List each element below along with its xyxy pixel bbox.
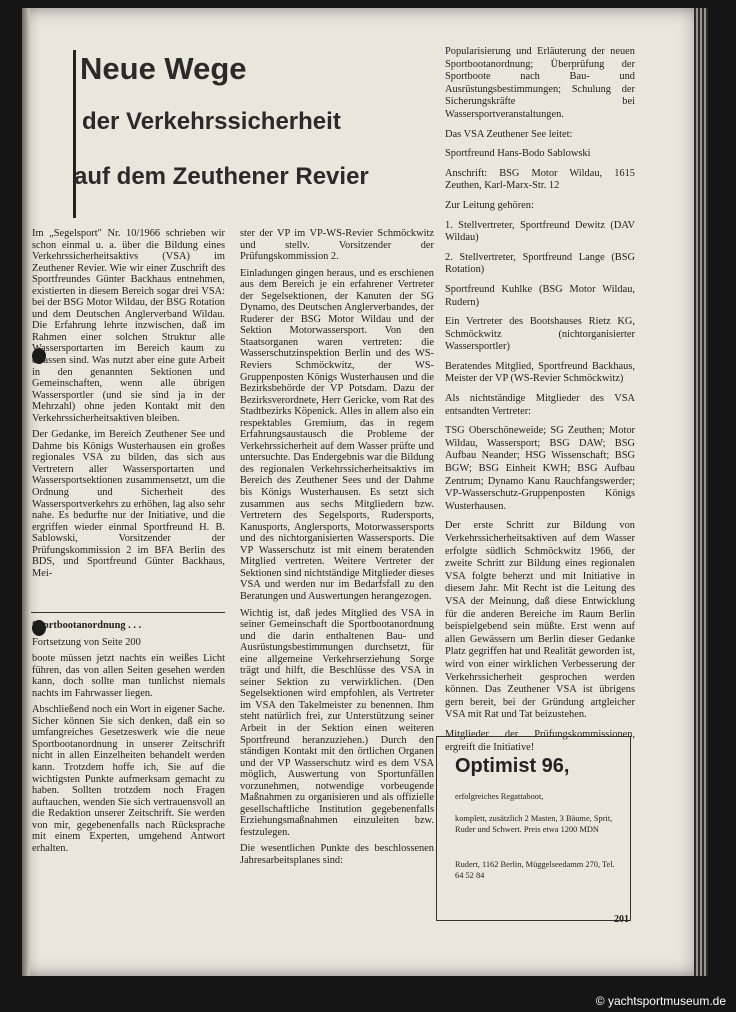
paragraph: Als nichtständige Mitglieder des VSA entsandten Vertreter: xyxy=(445,393,635,417)
article-column-1 xyxy=(32,228,225,584)
paragraph: Zur Leitung gehören: xyxy=(445,199,534,211)
page-edges xyxy=(694,8,708,976)
continuation-from: Fortsetzung von Seite 200 xyxy=(32,636,141,648)
magazine-page xyxy=(22,8,708,976)
paragraph: Sportfreund Kuhlke (BSG Motor Wildau, Rudern) xyxy=(445,283,635,308)
continuation-heading: Sportbootanordnung . . . xyxy=(32,620,142,631)
paragraph: Wichtig ist, daß jedes Mitglied des VSA in seiner Gemeinschaft die Sportbootanordnung und die darin enthaltenen Bau- und Ausrüstungsbestimmungen durchsetzt, für eine allgemeine Verkehrserziehung Sorge trägt und hilft, die Beschlüsse des VSA in seiner Sektion zu verwirklichen. (Den Segelsektionen wird empfohlen, als Vertreter im VSA den Takelmeister zu benennen. Ihm steht natürlich frei, zur Unterstützung seiner Arbeit in der Sektion einen weiteren Sportfreund heranzuziehen.) Durch den ständigen Kontakt mit den örtlichen Organen und der VP Wasserschutz wird es dem VSA möglich, Auswertung von Sportunfällen vorzunehmen, notwendige vorbeugende Maßnahmen zu organisieren und als offizielle gesellschaftliche Institution gegebenenfalls Erziehungsmaßnahmen einzuleiten bzw. festzulegen. xyxy=(240,607,434,838)
article-column-3 xyxy=(445,46,635,761)
paragraph: Anschrift: BSG Motor Wildau, 1615 Zeuthen, Karl-Marx-Str. 12 xyxy=(445,167,635,192)
paragraph: Abschließend noch ein Wort in eigener Sache. Sicher können Sie sich denken, daß ein so umfangreiches Gesetzeswerk wie die neue Sportbootanordnung in unserer Zeitschrift nicht in allen Einzelheiten behandelt werden kann. Trotzdem hoffe ich, Sie auf die wichtigsten Punkte aufmerksam gemacht zu haben. Sollten trotzdem noch Fragen auftauchen, wenden Sie sich vertrauensvoll an die Redaktion unserer Zeitschrift. Sie werden von mir, gegebenenfalls nach Rücksprache mit einem Experten, umgehend Antwort erhalten. xyxy=(32,704,225,854)
paragraph: Im „Segelsport" Nr. 10/1966 schrieben wir schon einmal u. a. über die Bildung eines Verkehrssicherheitsaktivs (VSA) im Zeuthener Revier. Wie wir einer Zuschrift des Sportfreundes Günter Backhaus entnehmen, existierten in diesem Bereich sogar drei VSA: bei der BSG Motor Wildau, der BSG Rotation und dem Deutschen Anglerverband Wildau. Die Erfahrung lehrte inzwischen, daß im Rahmen einer solchen Struktur alle Wassersportarten im Bereich kaum zu erfassen sind. Was nutzt aber eine gute Arbeit in den genannten Sektionen und Gemeinschaften, wenn alle übrigen Wassersportler (und sie sind ja in der Mehrzahl) ohne jeden Kontakt mit den Verkehrssicherheitsaktiven bleiben. xyxy=(32,228,225,424)
title-line-3: auf dem Zeuthener Revier xyxy=(74,163,369,190)
paragraph: 2. Stellvertreter, Sportfreund Lange (BSG Rotation) xyxy=(445,251,635,276)
watermark-credit: © yachtsportmuseum.de xyxy=(595,994,726,1008)
paragraph: Der erste Schritt zur Bildung von Verkehrssicherheitsaktiven auf dem Wasser erfolgte südlich Schmöckwitz 1966, der zweite Schritt zur Bildung eines regionalen VSA folgte beherzt und mit Initiative in diesem Jahr. Mit Recht ist die Leitung des VSA der Meinung, daß diese Entwicklung für die anderen Bereiche im Raum Berlin beispielgebend sein müßte. Erst wenn auf allen Gewässern um Berlin dieser Gedanke Platz gegriffen hat und Realität geworden ist, wird von einer wirklichen Verbesserung der Verkehrssicherheit gesprochen werden können. Das Zeuthener VSA ist übrigens gern bereit, bei der Gründung artgleicher VSA mit Rat und Tat beizustehen. xyxy=(445,520,635,721)
title-line-1: Neue Wege xyxy=(80,51,247,86)
title-rule xyxy=(73,50,76,218)
paragraph: Einladungen gingen heraus, und es erschienen aus dem Bereich je ein erfahrener Vertreter der Segelsektionen, der Kanuten der SG Dynamo, des Deutschen Anglerverbandes, der Ruderer der BSG Motor Wildau und der Sektion Motorwassersport. Von den Staatsorganen waren vertreten: die Wasserschutzinspektion Berlin und des WS-Reviers Schmöckwitz, der WS-Gruppenposten Königs Wusterhausen und die Bezirksbehörde der VP Potsdam. Dazu der Bezirksverordnete, Herr Gericke, vom Rat des Stadtbezirks Köpenick. Alles in allem also ein respektables Gremium, das in regem Erfahrungsaustausch die Probleme der Verkehrssicherheit auf dem Wasser prüfte und untersuchte. Das Endergebnis war die Bildung des regionalen Verkehrssicherheitsaktivs im Bereich des Zeuthener Sees und der Dahme bis Königs Wusterhausen. Es setzt sich zusammen aus sechs Mitgliedern bzw. Vertretern des Segelsports, Rudersports, Kanusports, Anglersports, Motorwassersports und des nichtorganisierten Wassersports. Die VP Wasserschutz ist mit einem beratenden Mitglied vertreten. Weitere Vertreter der Sektionen sind nichtständige Mitglieder dieses VSA und werden nur im Bedarfsfall zu den Beratungen und Auswertungen herangezogen. xyxy=(240,267,434,602)
paragraph: boote müssen jetzt nachts ein weißes Licht führen, das von allen Seiten gesehen werden kann, doch sollte man tunlichst niemals nachts im Fahrwasser liegen. xyxy=(32,653,225,699)
paragraph: Ein Vertreter des Bootshauses Rietz KG, Schmöckwitz (nichtorganisierter Wassersportler) xyxy=(445,316,635,353)
paragraph: Das VSA Zeuthener See leitet: xyxy=(445,128,573,140)
classified-ad xyxy=(436,736,631,921)
ad-title: Optimist 96, xyxy=(455,755,570,777)
paragraph: Sportfreund Hans-Bodo Sablowski xyxy=(445,148,591,160)
paragraph: Mitglieder der Prüfungskommissionen, ergreift die Initiative! xyxy=(445,728,635,753)
article-column-2 xyxy=(240,228,434,872)
paragraph: Popularisierung und Erläuterung der neuen Sportbootanordnung; Überprüfung der Sportboote nach Bau- und Ausrüstungsbestimmungen; Schulung der Sicherungskräfte bei Wassersportveranstaltungen. xyxy=(445,46,635,120)
binding-spine xyxy=(22,8,30,976)
paragraph: ster der VP im VP-WS-Revier Schmöckwitz und stellv. Vorsitzender der Prüfungskommission 2. xyxy=(240,228,434,263)
paragraph: TSG Oberschöneweide; SG Zeuthen; Motor Wildau, Wassersport; BSG DAW; BSG Aufbau Neander; HSG Wissenschaft; BSG BGW; BSG Einheit KWH; BSG Aufbau Zentrum; Dynamo Kanu Rauchfangswerder; VP-Wasserschutz-Gruppenposten Königs Wusterhausen. xyxy=(445,425,635,512)
ad-line: Rudert, 1162 Berlin, Müggelseedamm 270, Tel. 64 52 84 xyxy=(455,860,615,880)
ad-line: erfolgreiches Regattaboot, xyxy=(455,792,544,801)
paragraph: Beratendes Mitglied, Sportfreund Backhaus, Meister der VP (WS-Revier Schmöckwitz) xyxy=(445,360,635,385)
continuation-section xyxy=(32,620,225,859)
column-separator xyxy=(31,612,225,613)
paragraph: Die wesentlichen Punkte des beschlossenen Jahresarbeitsplanes sind: xyxy=(240,843,434,866)
paragraph: 1. Stellvertreter, Sportfreund Dewitz (DAV Wildau) xyxy=(445,219,635,244)
page-number: 201 xyxy=(614,914,629,925)
paragraph: Der Gedanke, im Bereich Zeuthener See und Dahme bis Königs Wusterhausen ein großes regionales VSA zu bilden, das sich aus Vertretern aller Wassersportarten und Wassersportsektionen zusammensetzt, um die Ordnung und Sicherheit des Wassersportverkehrs zu erhöhen, lag also sehr nahe. Es bedurfte nur der Initiative, und die ergriffen wieder einmal Sportfreund H. B. Sablowski, Vorsitzender der Prüfungskommission 2 im BFA Berlin des BDS, und Sportfreund Günter Backhaus, Mei- xyxy=(32,429,225,579)
ad-line: komplett, zusätzlich 2 Masten, 3 Bäume, Sprit, Ruder und Schwert. Preis etwa 1200 MDN xyxy=(455,814,613,834)
title-line-2: der Verkehrssicherheit xyxy=(82,108,341,135)
